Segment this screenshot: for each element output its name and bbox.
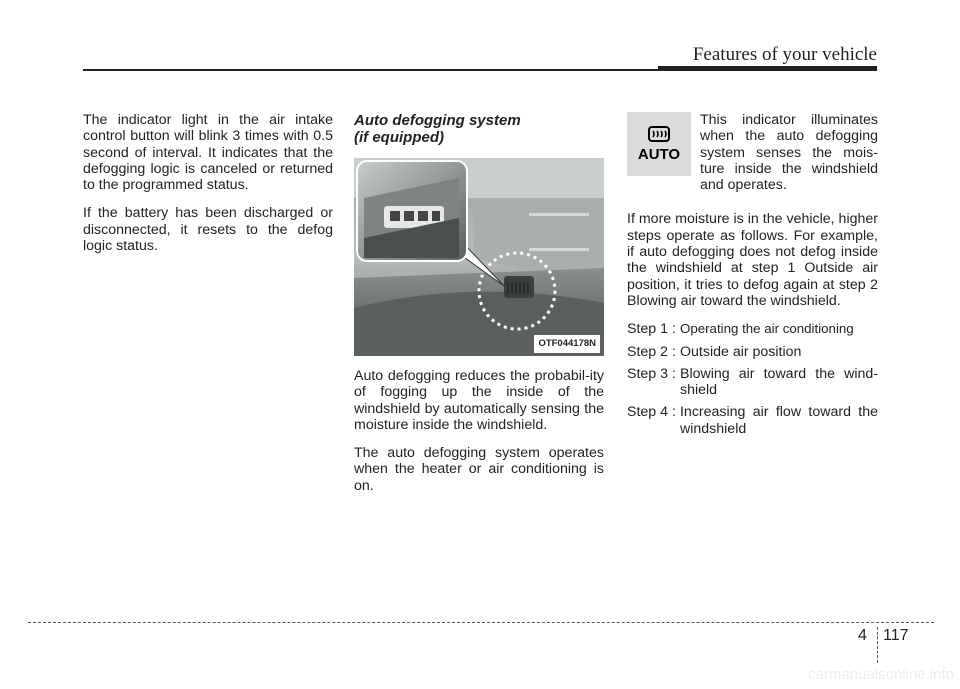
- image-caption: OTF044178N: [534, 335, 600, 353]
- chapter-number: 4: [858, 627, 867, 644]
- paragraph-moisture-steps: If more moisture is in the vehicle, higher steps operate as follows. For example, if auto defogging does not defog inside the windshield at step 1 Outside air position, it tries to defog again at step 2 Blowing air toward the windshield.: [627, 211, 878, 309]
- step-label: Step 4: [627, 404, 669, 421]
- subsection-heading-line1: Auto defogging system: [354, 112, 521, 129]
- step-item: Step 2 : Outside air position: [627, 344, 878, 360]
- step-item: Step 4 : Increasing air flow toward the windshield: [627, 404, 878, 437]
- sensor-photo-illustration: [354, 158, 604, 356]
- footer-rule: [28, 622, 934, 623]
- page-number: 117: [883, 627, 909, 644]
- step-label: Step 2: [627, 343, 669, 360]
- step-text: Operating the air conditioning: [679, 321, 854, 337]
- subsection-heading-line2: (if equipped): [354, 129, 444, 146]
- column-2: [354, 112, 604, 506]
- section-title: Features of your vehicle: [692, 44, 877, 65]
- footer-divider: [877, 627, 878, 663]
- auto-defog-indicator: [627, 112, 691, 176]
- step-item: Step 1 : Operating the air conditioning: [627, 321, 878, 337]
- rear-defrost-icon: [646, 126, 672, 146]
- subsection-heading: [354, 112, 604, 146]
- paragraph-auto-defog-intro: Auto defogging reduces the probabil-ity of fogging up the inside of the windshield by automatically sensing the moisture inside the windshield.: [354, 368, 604, 433]
- step-item: Step 3 : Blowing air toward the wind-shield: [627, 365, 878, 399]
- auto-label: AUTO: [637, 146, 681, 163]
- step-label: Step 3: [627, 365, 669, 382]
- paragraph-battery-reset: If the battery has been discharged or disconnected, it resets to the defog logic status.: [83, 205, 333, 255]
- step-text: Increasing air flow toward the windshield: [679, 404, 878, 437]
- step-text: Blowing air toward the wind-shield: [679, 365, 878, 399]
- paragraph-auto-defog-operation: The auto defogging system operates when the heater or air conditioning is on.: [354, 445, 604, 494]
- indicator-description: This indicator illuminates when the auto defogging system senses the mois-ture inside the windshield and operates.: [700, 112, 878, 194]
- step-text: Outside air position: [679, 343, 802, 360]
- header-rule-accent: [658, 66, 877, 71]
- step-label: Step 1: [627, 321, 669, 338]
- column-3: [627, 112, 878, 443]
- indicator-block: [627, 112, 878, 193]
- sensor-photo: [354, 158, 604, 356]
- watermark: carmanualsonline.info: [808, 666, 954, 683]
- paragraph-indicator-blink: The indicator light in the air intake control button will blink 3 times with 0.5 second of interval. It indicates that the defogging logic is canceled or returned to the programmed status.: [83, 112, 333, 194]
- steps-list: [627, 321, 878, 437]
- column-1: [83, 112, 333, 266]
